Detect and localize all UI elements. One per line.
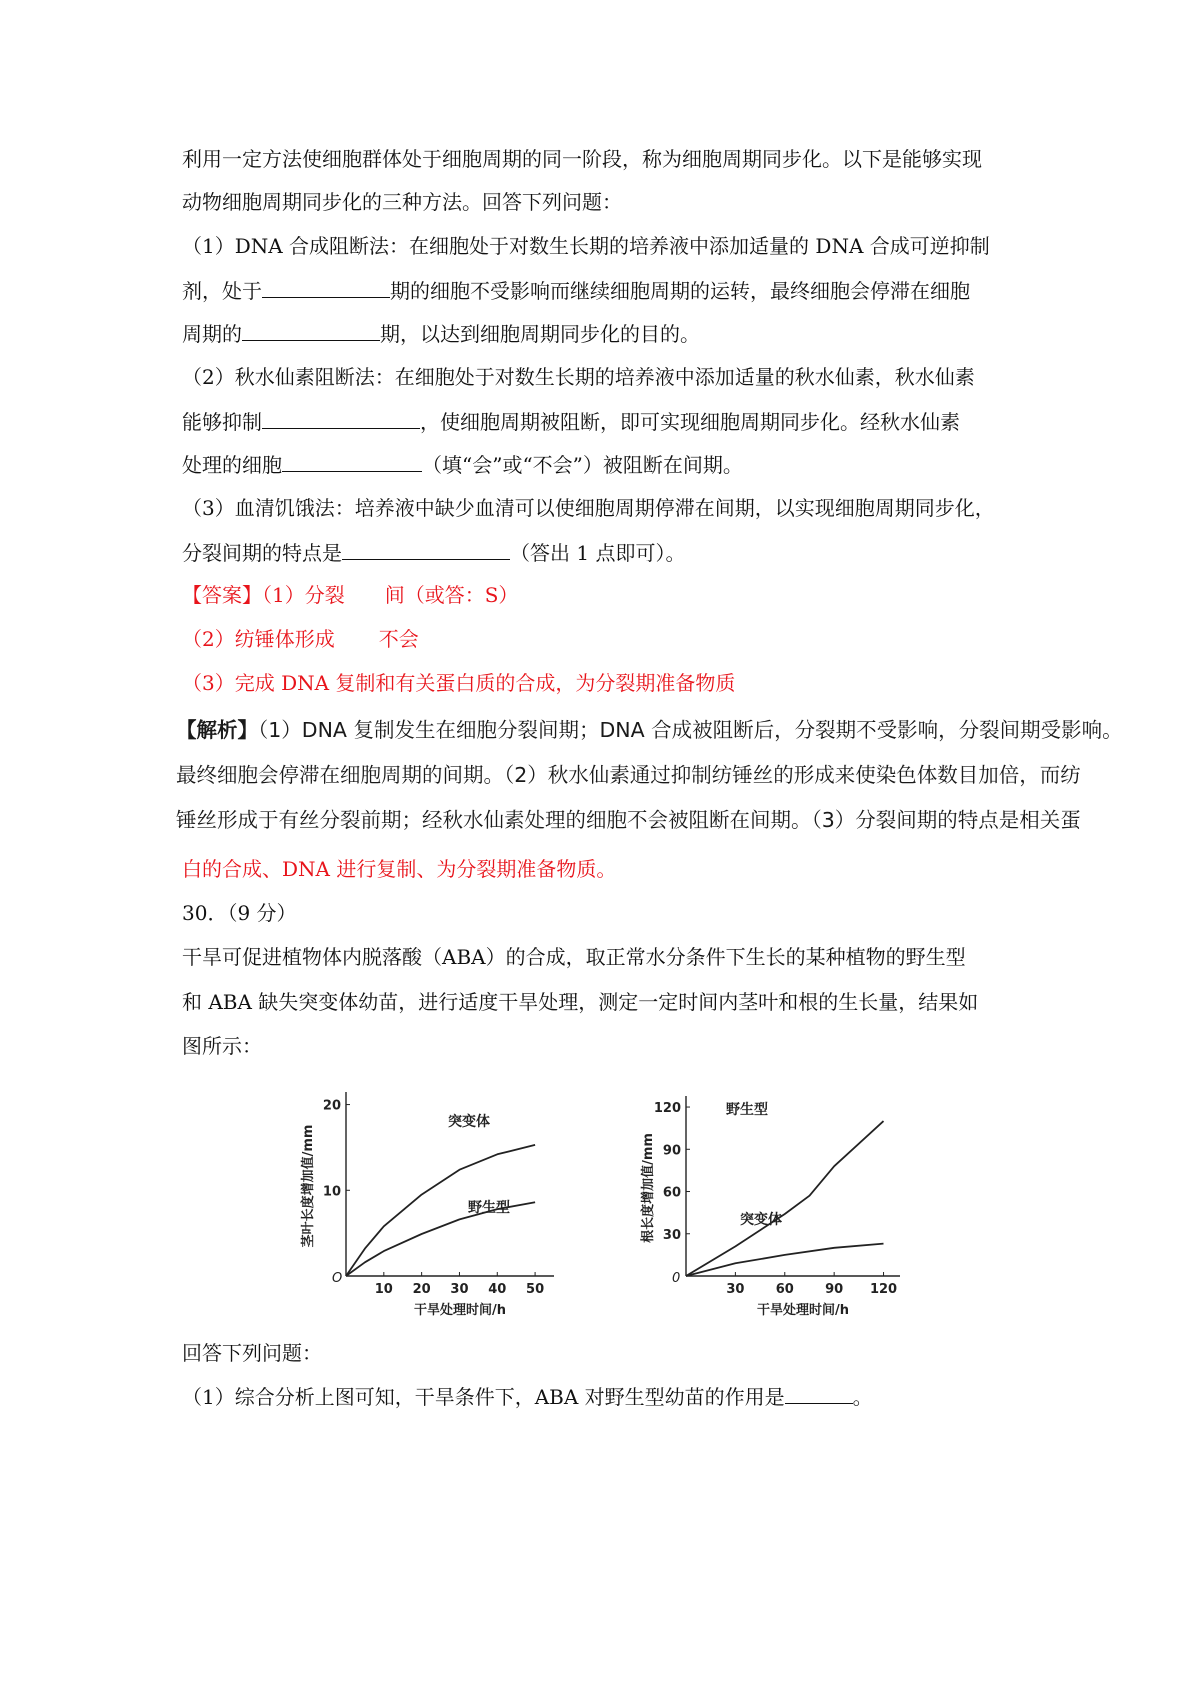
x-tick-label: 30 bbox=[450, 1282, 469, 1297]
q1-line-1: （1）DNA 合成阻断法：在细胞处于对数生长期的培养液中添加适量的 DNA 合成可逆抑制 bbox=[182, 234, 990, 258]
analysis-line-1 bbox=[176, 717, 1123, 743]
answer-line-3: （3）完成 DNA 复制和有关蛋白质的合成，为分裂期准备物质 bbox=[182, 671, 736, 695]
series-label-2: 野生型 bbox=[468, 1200, 510, 1216]
x-axis-label: 干旱处理时间/h bbox=[756, 1303, 850, 1318]
x-tick-label: 40 bbox=[488, 1282, 507, 1297]
q1-line-3-start: 周期的 bbox=[182, 322, 242, 346]
q2-line-2 bbox=[182, 408, 960, 435]
analysis-text-1: （1）DNA 复制发生在细胞分裂间期；DNA 合成被阻断后，分裂期不受影响，分裂间期受影响。 bbox=[258, 718, 1123, 742]
after-line-1: 回答下列问题： bbox=[182, 1341, 322, 1365]
analysis-label: 【解析】 bbox=[176, 718, 258, 742]
answer-2b: 不会 bbox=[378, 627, 419, 651]
q2-line-3-start: 处理的细胞 bbox=[182, 453, 282, 477]
y-tick-label: 120 bbox=[653, 1101, 681, 1117]
answer-1a: （1）分裂 bbox=[262, 583, 345, 607]
q2-line-2-start: 能够抑制 bbox=[182, 410, 262, 434]
x-tick-label: 10 bbox=[374, 1282, 393, 1297]
x-tick-label: 30 bbox=[726, 1282, 745, 1297]
q30-line-1: 干旱可促进植物体内脱落酸（ABA）的合成，取正常水分条件下生长的某种植物的野生型 bbox=[182, 945, 966, 969]
answer-blank-6[interactable] bbox=[785, 1383, 853, 1404]
x-tick-label: 50 bbox=[526, 1282, 545, 1297]
q2-line-3 bbox=[182, 451, 743, 478]
analysis-line-3: 锤丝形成于有丝分裂前期；经秋水仙素处理的细胞不会被阻断在间期。（3）分裂间期的特点是相关蛋 bbox=[176, 808, 1081, 832]
analysis-line-2: 最终细胞会停滞在细胞周期的间期。（2）秋水仙素通过抑制纺锤丝的形成来使染色体数目加倍，而纺 bbox=[176, 763, 1081, 787]
series-line-1 bbox=[686, 1121, 884, 1276]
origin-label: 0 bbox=[672, 1271, 681, 1286]
q3-line-2-start: 分裂间期的特点是 bbox=[182, 541, 342, 565]
x-tick-label: 90 bbox=[825, 1282, 844, 1297]
x-tick-label: 20 bbox=[412, 1282, 431, 1297]
intro-line-2: 动物细胞周期同步化的三种方法。回答下列问题： bbox=[182, 190, 622, 214]
after-line-2-end: 。 bbox=[852, 1385, 873, 1409]
answer-line-1 bbox=[182, 582, 518, 608]
answer-label: 【答案】 bbox=[182, 583, 262, 607]
q30-header: 30．（9 分） bbox=[182, 901, 297, 925]
q1-line-2 bbox=[182, 277, 970, 304]
q1-line-3 bbox=[182, 320, 700, 347]
answer-1b: 间（或答：S） bbox=[384, 583, 519, 607]
y-tick-label: 30 bbox=[662, 1227, 681, 1243]
q2-line-2-end: ，使细胞周期被阻断，即可实现细胞周期同步化。经秋水仙素 bbox=[420, 410, 960, 434]
x-tick-label: 120 bbox=[869, 1282, 898, 1297]
series-label-1: 突变体 bbox=[448, 1114, 490, 1130]
y-axis-label: 根长度增加值/mm bbox=[641, 1133, 656, 1243]
q3-line-2-end: （答出 1 点即可）。 bbox=[510, 541, 686, 565]
series-line-2 bbox=[686, 1244, 884, 1276]
answer-blank-3[interactable] bbox=[262, 408, 420, 429]
q1-line-2-start: 剂，处于 bbox=[182, 279, 262, 303]
q3-line-2 bbox=[182, 539, 685, 566]
origin-label: O bbox=[332, 1271, 343, 1286]
answer-blank-4[interactable] bbox=[282, 451, 422, 472]
intro-line-1: 利用一定方法使细胞群体处于细胞周期的同一阶段，称为细胞周期同步化。以下是能够实现 bbox=[182, 147, 982, 171]
answer-blank-2[interactable] bbox=[242, 320, 380, 341]
answer-blank-5[interactable] bbox=[342, 539, 510, 560]
after-line-2 bbox=[182, 1383, 873, 1410]
q1-line-3-end: 期，以达到细胞周期同步化的目的。 bbox=[380, 322, 700, 346]
x-tick-label: 60 bbox=[775, 1282, 794, 1297]
x-axis-label: 干旱处理时间/h bbox=[413, 1303, 507, 1318]
y-tick-label: 20 bbox=[322, 1098, 341, 1114]
q1-line-2-end: 期的细胞不受影响而继续细胞周期的运转，最终细胞会停滞在细胞 bbox=[390, 279, 970, 303]
y-axis-label: 茎叶长度增加值/mm bbox=[301, 1124, 316, 1248]
q2-line-3-end: （填“会”或“不会”）被阻断在间期。 bbox=[422, 453, 743, 477]
y-tick-label: 60 bbox=[662, 1185, 681, 1201]
series-label-1: 野生型 bbox=[726, 1102, 768, 1118]
analysis-line-4: 白的合成、DNA 进行复制、为分裂期准备物质。 bbox=[182, 857, 617, 881]
q3-line-1: （3）血清饥饿法：培养液中缺少血清可以使细胞周期停滞在间期，以实现细胞周期同步化， bbox=[182, 496, 995, 520]
q30-line-3: 图所示： bbox=[182, 1034, 262, 1058]
answer-line-2 bbox=[182, 626, 419, 652]
y-tick-label: 10 bbox=[322, 1184, 341, 1200]
q2-line-1: （2）秋水仙素阻断法：在细胞处于对数生长期的培养液中添加适量的秋水仙素，秋水仙素 bbox=[182, 365, 975, 389]
series-label-2: 突变体 bbox=[740, 1212, 782, 1228]
y-tick-label: 90 bbox=[662, 1143, 681, 1159]
root-chart bbox=[620, 1072, 920, 1328]
stem-leaf-chart bbox=[300, 1072, 580, 1328]
answer-2a: （2）纺锤体形成 bbox=[182, 627, 335, 651]
q30-line-2: 和 ABA 缺失突变体幼苗，进行适度干旱处理，测定一定时间内茎叶和根的生长量，结果如 bbox=[182, 990, 979, 1014]
answer-blank-1[interactable] bbox=[262, 277, 390, 298]
after-line-2-start: （1）综合分析上图可知，干旱条件下，ABA 对野生型幼苗的作用是 bbox=[182, 1385, 785, 1409]
